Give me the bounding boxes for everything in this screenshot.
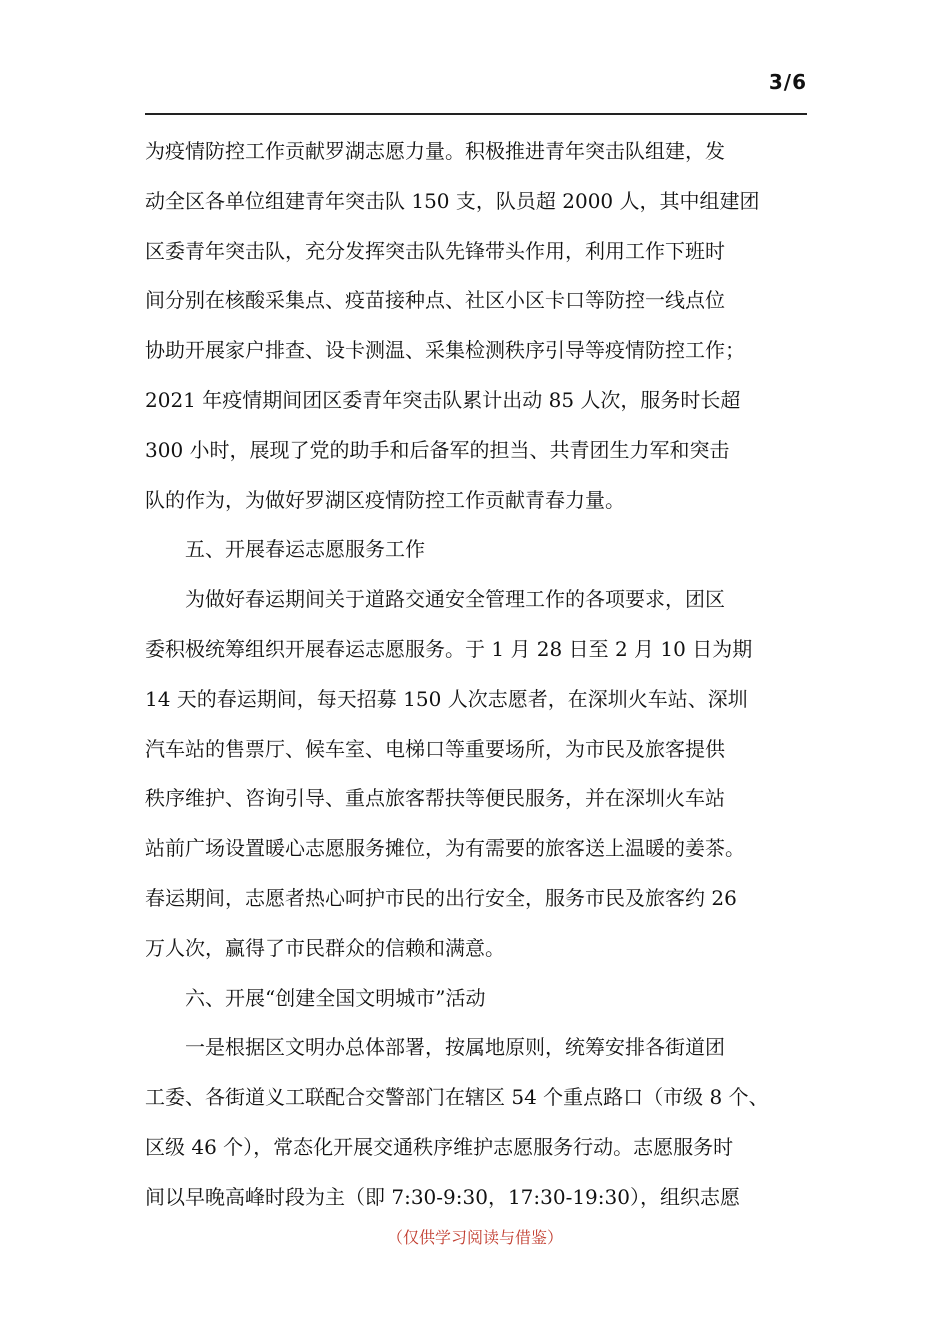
text-line: 为疫情防控工作贡献罗湖志愿力量。积极推进青年突击队组建，发 xyxy=(145,139,725,163)
text-line: 间以早晚高峰时段为主（即 7:30-9:30，17:30-19:30），组织志愿 xyxy=(145,1184,740,1209)
text-line: 2021 年疫情期间团区委青年突击队累计出动 85 人次，服务时长超 xyxy=(145,387,741,412)
text-line: 300 小时，展现了党的助手和后备军的担当、共青团生力军和突击 xyxy=(145,437,730,462)
text-line: 区级 46 个），常态化开展交通秩序维护志愿服务行动。志愿服务时 xyxy=(145,1134,734,1159)
text-line: 汽车站的售票厅、候车室、电梯口等重要场所，为市民及旅客提供 xyxy=(145,736,725,761)
text-line: 协助开展家户排查、设卡测温、采集检测秩序引导等疫情防控工作； xyxy=(145,338,745,363)
text-line: 万人次，赢得了市民群众的信赖和满意。 xyxy=(145,935,505,960)
text-line: 委积极统筹组织开展春运志愿服务。于 1 月 28 日至 2 月 10 日为期 xyxy=(145,636,753,661)
page-number: 3/6 xyxy=(768,70,807,94)
text-line: 站前广场设置暖心志愿服务摊位，为有需要的旅客送上温暖的姜茶。 xyxy=(145,836,745,861)
text-line: 工委、各街道义工联配合交警部门在辖区 54 个重点路口（市级 8 个、 xyxy=(145,1085,769,1110)
text-line: 区委青年突击队，充分发挥突击队先锋带头作用，利用工作下班时 xyxy=(145,238,725,263)
footer-note: （仅供学习阅读与借鉴） xyxy=(386,1228,563,1247)
text-line: 动全区各单位组建青年突击队 150 支，队员超 2000 人，其中组建团 xyxy=(145,188,760,213)
text-line: 队的作为，为做好罗湖区疫情防控工作贡献青春力量。 xyxy=(145,487,625,512)
text-line: 为做好春运期间关于道路交通安全管理工作的各项要求，团区 xyxy=(145,587,725,612)
section-heading-six: 六、开展“创建全国文明城市”活动 xyxy=(145,985,486,1010)
header-divider xyxy=(145,113,807,115)
text-line: 14 天的春运期间，每天招募 150 人次志愿者，在深圳火车站、深圳 xyxy=(145,686,748,711)
text-line: 春运期间，志愿者热心呵护市民的出行安全，服务市民及旅客约 26 xyxy=(145,885,737,910)
section-heading-five: 五、开展春运志愿服务工作 xyxy=(145,537,425,562)
document-body xyxy=(145,127,807,1223)
text-line: 间分别在核酸采集点、疫苗接种点、社区小区卡口等防控一线点位 xyxy=(145,288,725,313)
text-line: 秩序维护、咨询引导、重点旅客帮扶等便民服务，并在深圳火车站 xyxy=(145,786,725,811)
text-line: 一是根据区文明办总体部署，按属地原则，统筹安排各街道团 xyxy=(145,1035,725,1060)
